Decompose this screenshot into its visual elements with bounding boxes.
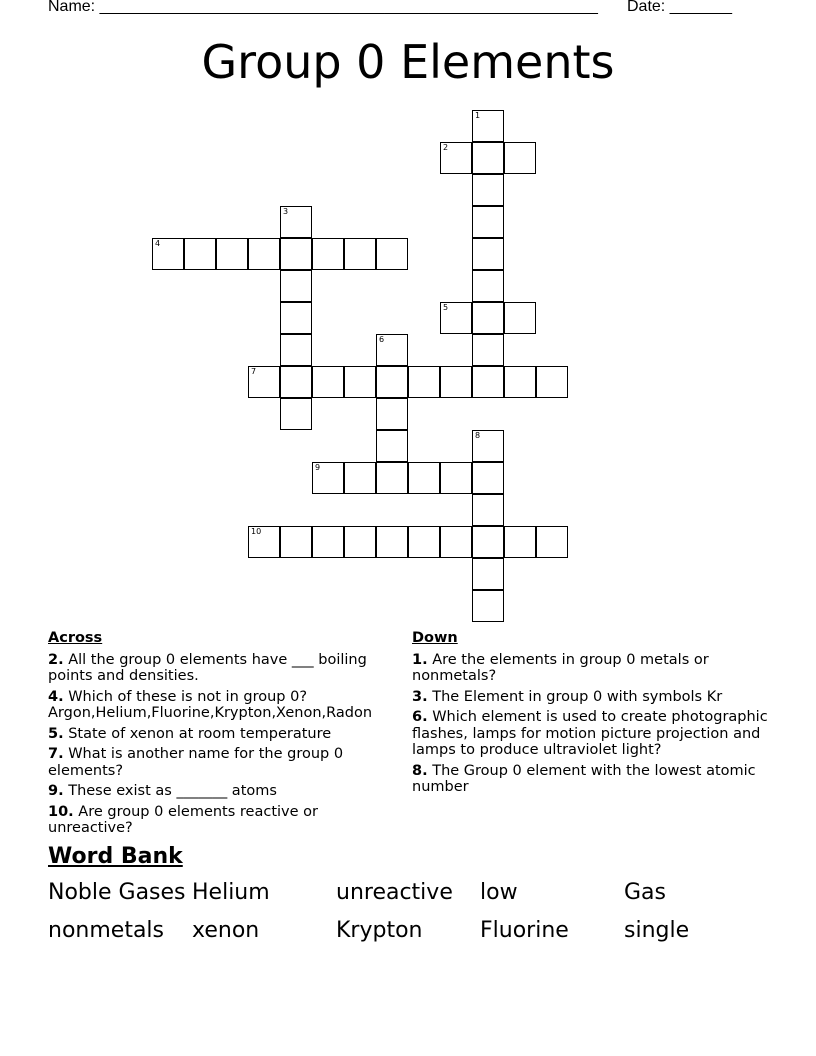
clue-number: 9: [315, 463, 321, 472]
clue-number: 5: [443, 303, 449, 312]
crossword-cell[interactable]: [408, 366, 440, 398]
crossword-cell[interactable]: [280, 526, 312, 558]
crossword-cell[interactable]: [344, 238, 376, 270]
crossword-cell[interactable]: [472, 302, 504, 334]
clue-number: 2: [443, 143, 449, 152]
crossword-cell[interactable]: [504, 302, 536, 334]
crossword-cell[interactable]: [376, 398, 408, 430]
crossword-cell[interactable]: [504, 366, 536, 398]
crossword-cell[interactable]: [536, 366, 568, 398]
crossword-cell[interactable]: [440, 302, 472, 334]
down-heading: Down: [412, 630, 458, 646]
crossword-cell[interactable]: [440, 366, 472, 398]
crossword-cell[interactable]: [472, 494, 504, 526]
page-title: Group 0 Elements: [201, 35, 615, 89]
crossword-cell[interactable]: [280, 302, 312, 334]
clue-number: 1: [475, 111, 481, 120]
across-clues: [48, 630, 393, 841]
across-clue: 4. Which of these is not in group 0? Argon,Helium,Fluorine,Krypton,Xenon,Radon: [48, 688, 373, 721]
crossword-cell[interactable]: [248, 526, 280, 558]
clue-number: 8: [475, 431, 481, 440]
crossword-cell[interactable]: [376, 526, 408, 558]
crossword-cell[interactable]: [472, 366, 504, 398]
clue-number: 10: [251, 527, 262, 536]
crossword-cell[interactable]: [536, 526, 568, 558]
crossword-cell[interactable]: [472, 110, 504, 142]
word-bank-word: nonmetals: [48, 918, 164, 943]
crossword-cell[interactable]: [376, 462, 408, 494]
word-bank-word: single: [624, 918, 690, 943]
down-clue: 6. Which element is used to create photographic flashes, lamps for motion picture projection and lamps to produce ultraviolet light?: [412, 709, 768, 758]
across-clue: 9. These exist as _______ atoms: [48, 783, 277, 799]
crossword-cell[interactable]: [312, 526, 344, 558]
crossword-cell[interactable]: [184, 238, 216, 270]
crossword-cell[interactable]: [280, 334, 312, 366]
word-bank-word: Fluorine: [480, 918, 569, 943]
down-clue: 3. The Element in group 0 with symbols Kr: [412, 688, 723, 705]
crossword-cell[interactable]: [472, 526, 504, 558]
name-field-line: Name: ________________________________________________________: [48, 0, 598, 15]
crossword-cell[interactable]: [248, 366, 280, 398]
crossword-cell[interactable]: [248, 238, 280, 270]
across-heading: Across: [48, 630, 103, 646]
crossword-cell[interactable]: [344, 366, 376, 398]
crossword-cell[interactable]: [440, 526, 472, 558]
across-clue: 2. All the group 0 elements have ___ boiling points and densities.: [48, 651, 367, 684]
crossword-cell[interactable]: [344, 526, 376, 558]
word-bank: [48, 880, 768, 944]
word-bank-word: unreactive: [336, 880, 453, 905]
crossword-cell[interactable]: [440, 462, 472, 494]
across-clue: 7. What is another name for the group 0 elements?: [48, 746, 344, 779]
down-clue: 8. The Group 0 element with the lowest atomic number: [412, 762, 756, 795]
crossword-cell[interactable]: [376, 334, 408, 366]
crossword-cell[interactable]: [504, 142, 536, 174]
crossword-cell[interactable]: [472, 270, 504, 302]
date-field-line: Date: _______: [627, 0, 732, 15]
word-bank-word: xenon: [192, 918, 260, 943]
clue-number: 7: [251, 367, 257, 376]
crossword-cell[interactable]: [312, 462, 344, 494]
crossword-cell[interactable]: [280, 238, 312, 270]
word-bank-word: Gas: [624, 880, 666, 905]
crossword-cell[interactable]: [344, 462, 376, 494]
crossword-cell[interactable]: [280, 398, 312, 430]
word-bank-word: Noble Gases: [48, 880, 186, 905]
clue-number: 3: [283, 207, 289, 216]
crossword-cell[interactable]: [312, 366, 344, 398]
crossword-cell[interactable]: [472, 238, 504, 270]
crossword-cell[interactable]: [312, 238, 344, 270]
crossword-cell[interactable]: [376, 238, 408, 270]
word-bank-word: Krypton: [336, 918, 423, 943]
crossword-cell[interactable]: [472, 334, 504, 366]
crossword-cell[interactable]: [376, 366, 408, 398]
down-clues: [412, 630, 772, 800]
across-clue: 10. Are group 0 elements reactive or unreactive?: [48, 803, 318, 836]
across-clue: 5. State of xenon at room temperature: [48, 725, 332, 742]
crossword-cell[interactable]: [440, 142, 472, 174]
word-bank-word: low: [480, 880, 518, 905]
crossword-cell[interactable]: [472, 590, 504, 622]
crossword-cell[interactable]: [472, 142, 504, 174]
crossword-cell[interactable]: [472, 558, 504, 590]
clue-number: 6: [379, 335, 385, 344]
crossword-cell[interactable]: [472, 430, 504, 462]
crossword-cell[interactable]: [280, 206, 312, 238]
crossword-cell[interactable]: [408, 462, 440, 494]
crossword-cell[interactable]: [280, 366, 312, 398]
crossword-cell[interactable]: [376, 430, 408, 462]
down-clue: 1. Are the elements in group 0 metals or nonmetals?: [412, 651, 709, 684]
crossword-cell[interactable]: [504, 526, 536, 558]
crossword-cell[interactable]: [408, 526, 440, 558]
word-bank-word: Helium: [192, 880, 270, 905]
crossword-cell[interactable]: [216, 238, 248, 270]
word-bank-title: Word Bank: [48, 844, 183, 869]
crossword-cell[interactable]: [472, 206, 504, 238]
crossword-cell[interactable]: [472, 462, 504, 494]
crossword-cell[interactable]: [152, 238, 184, 270]
clue-number: 4: [155, 239, 161, 248]
crossword-cell[interactable]: [280, 270, 312, 302]
crossword-cell[interactable]: [472, 174, 504, 206]
